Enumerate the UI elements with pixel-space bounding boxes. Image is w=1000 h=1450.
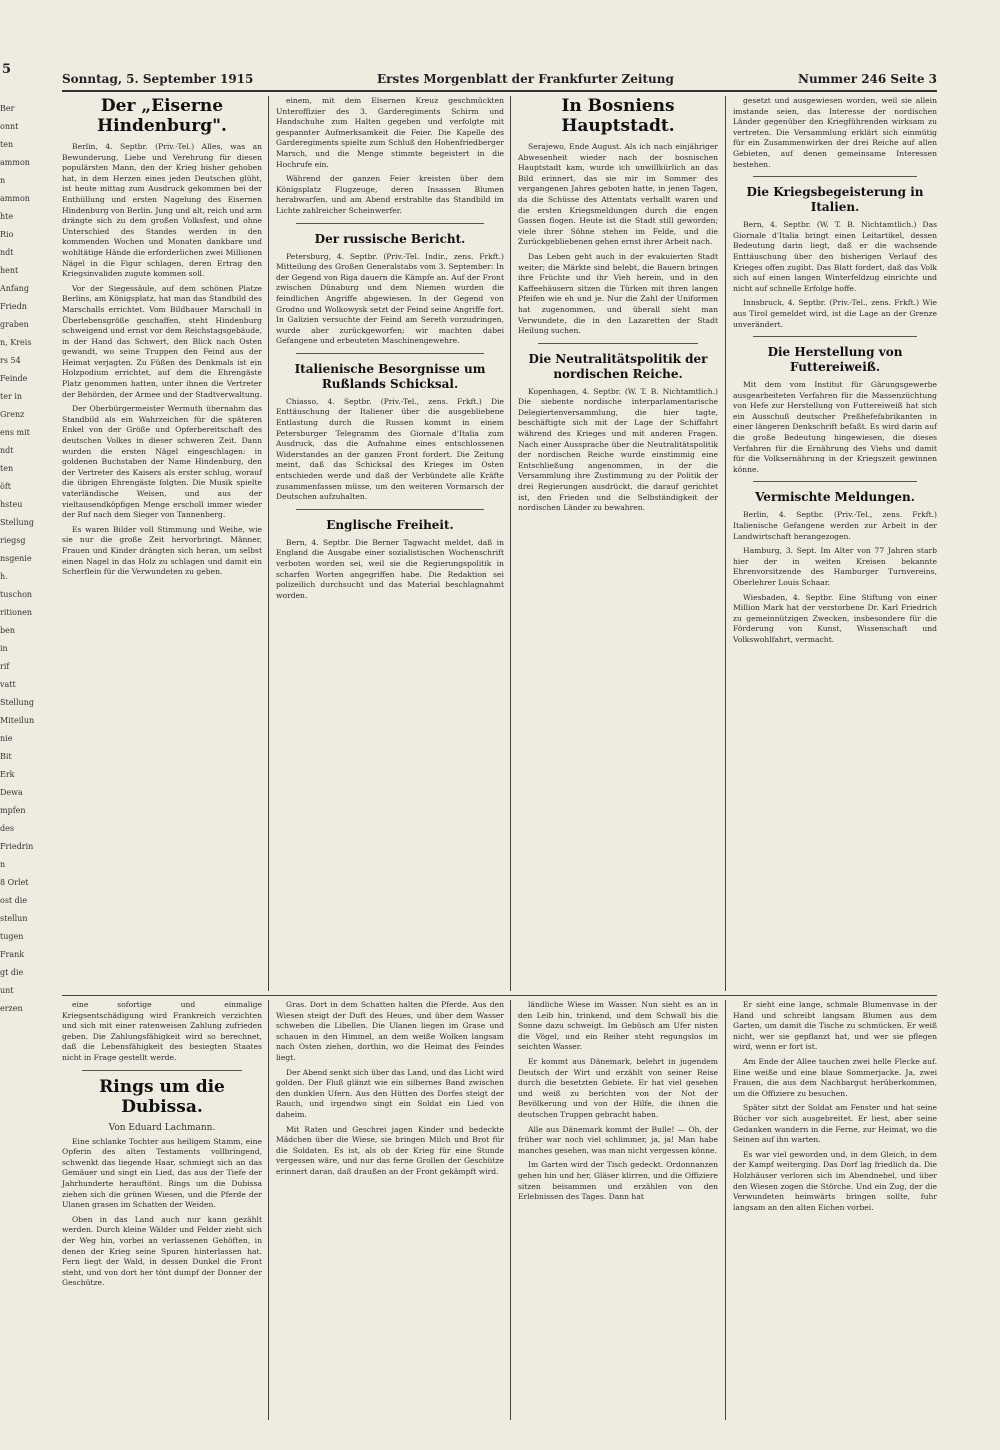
article-paragraph: Das Leben geht auch in der evakuierten Stadt weiter; die Märkte sind belebt, die Bauern bringen ihre Früchte und ihr Vieh herein, und in den Kaffeehäusern sitzen die Türken mit ihren langen Pfeifen wie eh und je. Nur die Zahl der Uniformen hat zugenommen, und überall sieht man Verwundete, die in den Lazaretten der Stadt Heilung suchen. (518, 251, 718, 336)
edge-fragment: hent (0, 266, 19, 275)
header-issue-page: Nummer 246 Seite 3 (797, 72, 937, 86)
edge-fragment: unt (0, 986, 14, 995)
edge-fragment: 8 Orlet (0, 878, 29, 887)
article-paragraph: Bern, 4. Septbr. (W. T. B. Nichtamtlich.) Das Giornale d'Italia bringt einen Leitartikel, dessen Bedeutung darin liegt, daß er die wachsende Enttäuschung über den bisherigen Verlauf des Krieges offen zugibt. Das Blatt fordert, daß das Volk sich auf einen langen Winterfeldzug einrichte und nicht auf schnelle Erfolge hoffe. (733, 220, 937, 293)
column-rule (725, 96, 726, 991)
column-rule (510, 1000, 511, 1420)
edge-fragment: des (0, 824, 14, 833)
article-paragraph: eine sofortige und einmalige Kriegsentschädigung wird Frankreich verzichten und sich mit einer ratenweisen Zahlung zufrieden geben. Die Zahlungsfähigkeit wird so berechnet, daß die Lebensfähigkeit des besiegten Staates nicht in Frage gestellt werde. (62, 1000, 262, 1062)
section-title: Die Neutralitätspolitik der nordischen Reiche. (528, 351, 708, 381)
section-separator (753, 336, 917, 337)
edge-fragment: Stellung (0, 698, 34, 707)
edge-fragment: gt die (0, 968, 24, 977)
section-separator (82, 1070, 242, 1071)
story-paragraph: Gras. Dort in dem Schatten halten die Pferde. Aus den Wiesen steigt der Duft des Heues, und über dem Wasser schweben die Libellen. Die Ulanen liegen im Grase und schauen in den Himmel, an dem weiße Wolken langsam nach Osten ziehen, dorthin, wo die Heimat des Feindes liegt. (276, 1000, 504, 1062)
section-title: Vermischte Meldungen. (755, 490, 915, 505)
edge-fragment: Ber (0, 104, 15, 113)
edge-fragment: Dewa (0, 788, 23, 797)
article-paragraph: Petersburg, 4. Septbr. (Priv.-Tel. Indir., zens. Frkft.) Mitteilung des Großen Generalstabs vom 3. September: In der Gegend von Riga dauern die Kämpfe an. Auf der Front zwischen Dünaburg und dem Niemen wurden die feindlichen Angriffe abgewiesen. In der Gegend von Grodno und Wolkowysk setzt der Feind seine Angriffe fort. In Galizien versuchte der Feind am Sereth vorzudringen, wurde aber zurückgeworfen; wir machten dabei Gefangene und erbeuteten Maschinengewehre. (276, 251, 504, 346)
story-paragraph: Später sitzt der Soldat am Fenster und hat seine Bücher vor sich ausgebreitet. Er liest, aber seine Gedanken wandern in die Ferne, zur Heimat, wo die Seinen auf ihn warten. (733, 1103, 937, 1145)
edge-fragment: ndt (0, 248, 14, 257)
story-paragraph: Alle aus Dänemark kommt der Bulle! — Oh, der früher war noch viel schlimmer, ja, ja! Man habe manches gesehen, was man nicht vergessen könne. (518, 1124, 718, 1155)
story-paragraph: ländliche Wiese im Wasser. Nun sieht es an in den Leib hin, trinkend, und dem Schwall bis die Sonne dazu schweigt. Im Gebüsch am Ufer nisten die Vögel, und ein Reiher steht regungslos im seichten Wasser. (518, 1000, 718, 1052)
feuilleton-rings-um-die-dubissa (62, 1000, 262, 1420)
story-paragraph: Er kommt aus Dänemark, belehrt in jugendem Deutsch der Wirt und erzählt von seiner Reise durch die besetzten Gebiete. Er hat viel gesehen und weiß zu berichten von der Not der Bevölkerung und von der Hilfe, die ihnen die deutschen Truppen gebracht haben. (518, 1056, 718, 1119)
edge-fragment: Anfang (0, 284, 29, 293)
edge-fragment: Feinde (0, 374, 28, 383)
edge-fragment: in (0, 644, 8, 653)
article-paragraph: Es waren Bilder voll Stimmung und Weihe, wie sie nur die große Zeit hervorbringt. Männer, Frauen und Kinder drängten sich heran, um selbst einen Nagel in das Holz zu schlagen und damit ein Scherflein für die Verwundeten zu geben. (62, 524, 262, 577)
article-paragraph: Mit dem vom Institut für Gärungsgewerbe ausgearbeiteten Verfahren für die Massenzüchtung von Hefe zur Herstellung von Futtereiweiß hat sich ein Ausschuß deutscher Preßhefefabrikanten in einer längeren Denkschrift befaßt. Es wird darin auf die große Bedeutung hingewiesen, die dieses Verfahren für die Ernährung des Viehs und damit für die Volksernährung in der Kriegszeit gewinnen könne. (733, 380, 937, 474)
story-paragraph: Eine schlanke Tochter aus heiligem Stamm, eine Opferin des alten Testaments vollbringend, schwenkt das liegende Haar, schmiegt sich an das Gemäuer und singt ein Lied, das aus der Tiefe der Jahrhunderte herauftönt. Rings um die Dubissa ziehen sich die grünen Wiesen, und die Pferde der Ulanen grasen im Schatten der Weiden. (62, 1136, 262, 1210)
edge-fragment: tugen (0, 932, 24, 941)
edge-fragment: erzen (0, 1004, 23, 1013)
article-paragraph: Berlin, 4. Septbr. (Priv.-Tel., zens. Frkft.) Italienische Gefangene werden zur Arbeit in der Landwirtschaft herangezogen. (733, 510, 937, 541)
section-title: Italienische Besorgnisse um Rußlands Schicksal. (294, 361, 486, 391)
edge-fragment: nsgenie (0, 554, 32, 563)
edge-fragment: Erk (0, 770, 15, 779)
edge-fragment: Stellung (0, 518, 34, 527)
edge-fragment: rs 54 (0, 356, 21, 365)
edge-fragment: Miteilun (0, 716, 35, 725)
section-title: Die Herstellung von Futtereiweiß. (767, 345, 903, 375)
story-paragraph: Oben in das Land auch nur kann gezählt werden. Durch kleine Wälder und Felder zieht sich der Weg hin, vorbei an verlassenen Gehöften, in denen der Krieg seine Spuren hinterlassen hat. Fern liegt der Wald, in dessen Dunkel die Front steht, und von dort her tönt dumpf der Donner der Geschütze. (62, 1214, 262, 1288)
story-paragraph: Im Garten wird der Tisch gedeckt. Ordonnanzen gehen hin und her, Gläser klirren, und die Offiziere sitzen beisammen und erzählen von den Erlebnissen des Tages. Dann hat (518, 1160, 718, 1202)
feuilleton-continuation (733, 1000, 937, 1420)
feuilleton-divider (62, 995, 937, 996)
section-title: Englische Freiheit. (326, 517, 454, 532)
edge-fragment: hte (0, 212, 14, 221)
column-two (276, 96, 504, 991)
edge-fragment: Friedn (0, 302, 27, 311)
edge-fragment: nie (0, 734, 13, 743)
article-paragraph: Serajewo, Ende August. Als ich nach einjähriger Abwesenheit wieder nach der bosnischen Hauptstadt kam, wurde ich unwillkürlich an das Bild erinnert, das sie mir im Sommer des vergangenen Jahres geboten hatte, in jenen Tagen, da die Schüsse des Attentats verhallt waren und die ersten Kriegsmeldungen durch die engen Gassen flogen. Heute ist die Stadt still geworden; viele ihrer Söhne stehen im Felde, und die Zurückgebliebenen gehen ernst ihrer Arbeit nach. (518, 142, 718, 247)
edge-fragment: onnt (0, 122, 19, 131)
section-title: Die Kriegsbegeisterung in Italien. (746, 185, 924, 215)
section-separator (753, 176, 917, 177)
article-hindenburg (62, 96, 262, 991)
edge-fragment: hsteu (0, 500, 23, 509)
article-paragraph: Berlin, 4. Septbr. (Priv.-Tel.) Alles, was an Bewunderung, Liebe und Verehrung für diesen populärsten Mann, den der Krieg bisher gehoben hat, in dem Herzen eines jeden Deutschen glüht, ist heute mittag zum Ausdruck gekommen bei der Enthüllung und ersten Nagelung des Eisernen Hindenburg von Berlin. Jung und alt, reich und arm drängte sich zu dem großen Volksfest, und ohne Unterschied des Standes werden in den kommenden Wochen und Monaten dankbare und wohltätige Hände die erforderlichen zwei Millionen Nägel in die Figur schlagen, deren Ertrag den Kriegsinvaliden zugute kommen soll. (62, 142, 262, 279)
masthead-bar (62, 70, 937, 92)
header-date: Sonntag, 5. September 1915 (62, 72, 254, 86)
article-title: In Bosniens Hauptstadt. (561, 96, 675, 136)
edge-fragment: ter in (0, 392, 23, 401)
column-rule (268, 1000, 269, 1420)
edge-fragment: n (0, 860, 6, 869)
article-paragraph: Chiasso, 4. Septbr. (Priv.-Tel., zens. Frkft.) Die Enttäuschung der Italiener über die ausgebliebene Entlastung durch die Russen kommt in einem Petersburger Telegramm des Giornale d'Italia zum Ausdruck, das die Aufnahme eines entschlossenen Widerstandes an der ganzen Front fordert. Die Zeitung meint, daß das Schicksal des Krieges im Osten entschieden werde und daß der Verbündete alle Kräfte zusammenfassen müsse, um den weiteren Vormarsch der Deutschen aufzuhalten. (276, 396, 504, 502)
edge-fragment: n, Kreis (0, 338, 32, 347)
edge-fragment: h. (0, 572, 8, 581)
edge-fragment: riegsg (0, 536, 26, 545)
column-rule (268, 96, 269, 991)
article-paragraph: Vor der Siegessäule, auf dem schönen Platze Berlins, am Königsplatz, hat man das Standbild des Marschalls errichtet. Vom Bildhauer Marschall in Überlebensgröße geschaffen, steht Hindenburg schweigend und ernst vor dem Reichstagsgebäude, in der Hand das Schwert, den Blick nach Osten gewandt, wo seine Truppen den Feind aus der Heimat verjagten. Zu Füßen des Denkmals ist ein Holzpodium errichtet, auf dem die Ehrengäste Platz genommen hatten, unter ihnen die Vertreter der Behörden, der Armee und der Stadtverwaltung. (62, 283, 262, 399)
edge-fragment: Friedrin (0, 842, 34, 851)
section-separator (296, 509, 484, 510)
edge-fragment: tuschon (0, 590, 33, 599)
article-paragraph: einem, mit dem Eisernen Kreuz geschmückten Unteroffizier des 3. Garderegiments Schirm und Handschuhe zum Halten gegeben und verfolgte mit gespannter Aufmerksamkeit die Feier. Die Kapelle des Garderegiments spielte zum Schluß den Hohenfriedberger Marsch, und die Menge stimmte begeistert in die Hochrufe ein. (276, 96, 504, 169)
story-paragraph: Er sieht eine lange, schmale Blumenvase in der Hand und schreibt langsam Blumen aus dem Garten, um damit die Tische zu schmücken. Er weiß nicht, wer sie gepflanzt hat, und wer sie pflegen wird, wenn er fort ist. (733, 1000, 937, 1052)
edge-fragment: Bit (0, 752, 12, 761)
feuilleton-title: Rings um die Dubissa. (99, 1076, 225, 1117)
header-publication: Erstes Morgenblatt der Frankfurter Zeitung (377, 72, 674, 86)
edge-fragment: mpfen (0, 806, 26, 815)
left-edge-clipped-column (0, 100, 35, 1440)
edge-fragment: ammon (0, 158, 30, 167)
article-paragraph: gesetzt und ausgewiesen worden, weil sie allein imstande seien, das Interesse der nordischen Länder gegenüber den Kriegführenden wirksam zu vertreten. Die Versammlung erklärt sich einmütig für ein Zusammenwirken der drei Reiche auf allen Gebieten, auf denen gemeinsame Interessen bestehen. (733, 96, 937, 169)
article-title: Der „Eiserne Hindenburg". (97, 96, 227, 136)
edge-fragment: Frank (0, 950, 25, 959)
edge-fragment: ost die (0, 896, 28, 905)
edge-fragment: rif (0, 662, 10, 671)
feuilleton-author: Von Eduard Lachmann. (108, 1122, 216, 1133)
section-separator (538, 343, 698, 344)
edge-fragment: ben (0, 626, 16, 635)
column-four (733, 96, 937, 991)
article-paragraph: Wiesbaden, 4. Septbr. Eine Stiftung von einer Million Mark hat der verstorbene Dr. Karl Friedrich zu gemeinnützigen Zwecken, insbesondere für die Förderung von Kunst, Wissenschaft und Volkswohlfahrt, vermacht. (733, 592, 937, 644)
edge-fragment: vatt (0, 680, 16, 689)
story-paragraph: Der Abend senkt sich über das Land, und das Licht wird golden. Der Fluß glänzt wie ein silbernes Band zwischen den dunklen Ufern. Aus den Hütten des Dorfes steigt der Rauch, und irgendwo singt ein Soldat ein Lied von daheim. (276, 1067, 504, 1119)
article-paragraph: Hamburg, 3. Sept. Im Alter von 77 Jahren starb hier der in weiten Kreisen bekannte Ehrenvorsitzende des Hamburger Turnvereins, Oberlehrer Louis Schaar. (733, 546, 937, 587)
edge-fragment: ens mit (0, 428, 30, 437)
edge-fragment: öft (0, 482, 11, 491)
feuilleton-continuation (518, 1000, 718, 1420)
article-paragraph: Kopenhagen, 4. Septbr. (W. T. B. Nichtamtlich.) Die siebente nordische interparlamentarische Delegiertenversammlung, die hier tagte, beschäftigte sich mit der Lage der Schiffahrt während des Krieges und mit anderen Fragen. Nach einer Aussprache über die Neutralitätspolitik der nordischen Reiche wurde einstimmig eine Entschließung angenommen, in der die Versammlung ihre Zustimmung zu der Politik der drei Regierungen ausdrückt, die darauf gerichtet ist, den Frieden und die Selbständigkeit der nordischen Länder zu bewahren. (518, 386, 718, 513)
edge-fragment: graben (0, 320, 29, 329)
feuilleton-continuation (276, 1000, 504, 1420)
section-separator (296, 353, 484, 354)
article-paragraph: Bern, 4. Septbr. Die Berner Tagwacht meldet, daß in England die Ausgabe einer sozialistischen Wochenschrift verboten worden sei, weil sie die Regierungspolitik in scharfen Worten angegriffen habe. Die Redaktion sei polizeilich durchsucht und das Material beschlagnahmt worden. (276, 537, 504, 600)
page-edge-number: 5 (2, 62, 12, 77)
edge-fragment: ritionen (0, 608, 33, 617)
column-rule (510, 96, 511, 991)
article-paragraph: Innsbruck, 4. Septbr. (Priv.-Tel., zens. Frkft.) Wie aus Tirol gemeldet wird, ist die Lage an der Grenze unverändert. (733, 298, 937, 329)
edge-fragment: ten (0, 140, 14, 149)
section-separator (753, 481, 917, 482)
article-paragraph: Der Oberbürgermeister Wermuth übernahm das Standbild als ein Wahrzeichen für die späteren Enkel von der Größe und Opferbereitschaft des deutschen Volkes in dieser schweren Zeit. Dann wurden die ersten Nägel eingeschlagen: in goldenen Buchstaben der Name Hindenburg, den der Vertreter des Kaisers als erster schlug, worauf die übrigen Ehrengäste folgten. Die Musik spielte vaterländische Weisen, und aus der vieltausendköpfigen Menge erscholl immer wieder der Ruf nach dem Sieger von Tannenberg. (62, 404, 262, 520)
section-separator (296, 223, 484, 224)
edge-fragment: stellun (0, 914, 28, 923)
edge-fragment: ten (0, 464, 14, 473)
section-title: Der russische Bericht. (314, 231, 466, 246)
edge-fragment: Grenz (0, 410, 25, 419)
edge-fragment: n (0, 176, 6, 185)
article-paragraph: Während der ganzen Feier kreisten über dem Königsplatz Flugzeuge, deren Insassen Blumen herabwarfen, und am Abend erstrahlte das Standbild im Lichte zahlreicher Scheinwerfer. (276, 174, 504, 215)
article-bosnien (518, 96, 718, 991)
edge-fragment: ammon (0, 194, 30, 203)
story-paragraph: Am Ende der Allee tauchen zwei helle Flecke auf. Eine weiße und eine blaue Sommerjacke. Ja, zwei Frauen, die aus dem Nachbargut herüberkommen, um die Offiziere zu besuchen. (733, 1056, 937, 1098)
story-paragraph: Es war viel geworden und, in dem Gleich, in dem der Kampf weiterging. Das Dorf lag friedlich da. Die Holzhäuser verloren sich im Abendnebel, und über den Wiesen zogen die Störche. Und ein Zug, der die Verwundeten heimwärts bringen sollte, fuhr langsam an den alten Eichen vorbei. (733, 1149, 937, 1212)
edge-fragment: Rio (0, 230, 14, 239)
column-rule (725, 1000, 726, 1420)
edge-fragment: ndt (0, 446, 14, 455)
story-paragraph: Mit Raten und Geschrei jagen Kinder und bedeckte Mädchen über die Wiese, sie bringen Milch und Brot für die Soldaten. Es ist, als ob der Krieg für eine Stunde vergessen wäre, und nur das ferne Grollen der Geschütze erinnert daran, daß draußen an der Front gekämpft wird. (276, 1124, 504, 1176)
